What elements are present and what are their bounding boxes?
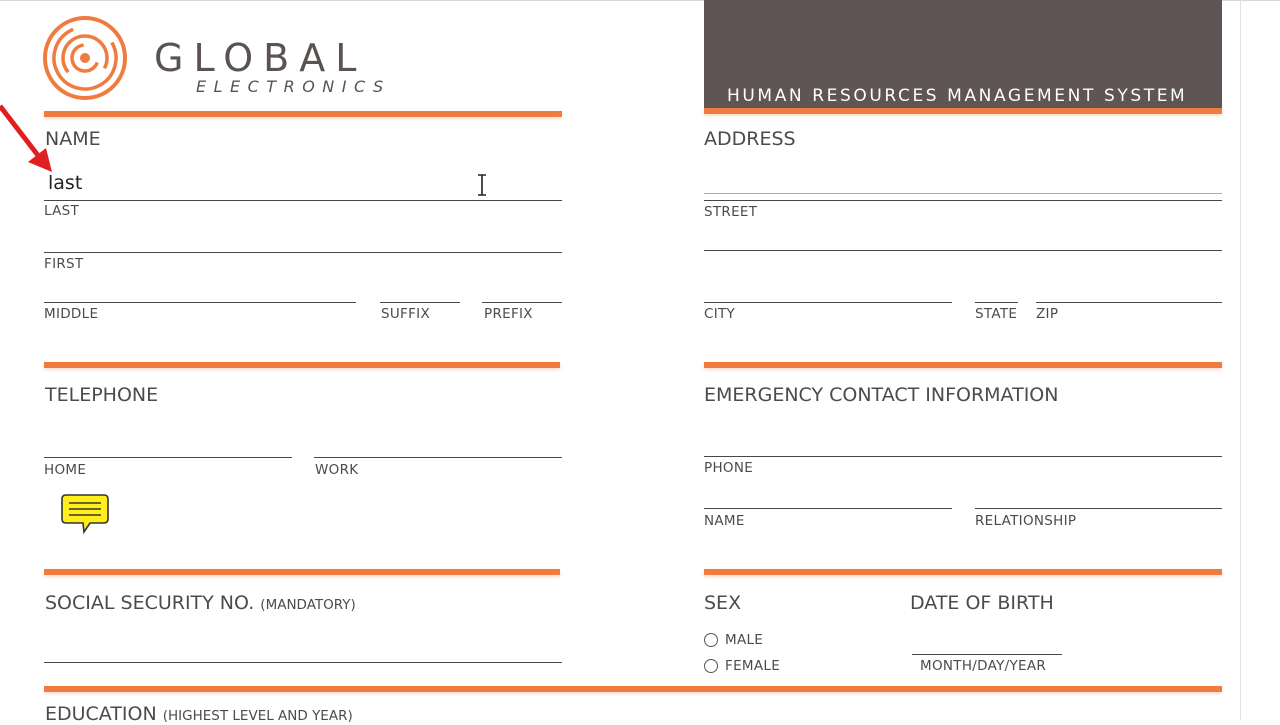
male-label: MALE (725, 632, 764, 648)
female-radio[interactable] (704, 659, 718, 673)
street-label: STREET (704, 204, 758, 220)
work-phone-label: WORK (315, 462, 359, 478)
city-field[interactable] (704, 302, 952, 303)
state-label: STATE (975, 306, 1018, 322)
ssn-heading (45, 592, 356, 614)
male-radio[interactable] (704, 633, 718, 647)
first-name-field[interactable] (44, 252, 562, 253)
section-divider (44, 569, 560, 575)
street-field-focus (704, 193, 1222, 194)
comment-note-icon[interactable] (60, 493, 110, 535)
logo-text-global: GLOBAL (154, 36, 367, 80)
street-field[interactable] (704, 200, 1222, 201)
address-heading: ADDRESS (704, 128, 796, 150)
page-right-border (1240, 0, 1241, 720)
last-name-underline (44, 200, 562, 201)
female-label: FEMALE (725, 658, 781, 674)
home-phone-label: HOME (44, 462, 87, 478)
street-line-2-field[interactable] (704, 250, 1222, 251)
middle-name-label: MIDDLE (44, 306, 99, 322)
education-heading-text: EDUCATION (45, 703, 157, 725)
emergency-heading: EMERGENCY CONTACT INFORMATION (704, 384, 1059, 406)
relationship-field[interactable] (975, 508, 1222, 509)
section-divider (44, 362, 560, 368)
last-name-label: LAST (44, 203, 80, 219)
suffix-label: SUFFIX (381, 306, 431, 322)
emergency-phone-field[interactable] (704, 456, 1222, 457)
middle-name-field[interactable] (44, 302, 356, 303)
section-divider (704, 569, 1222, 575)
suffix-field[interactable] (380, 302, 460, 303)
text-cursor-icon (477, 174, 487, 196)
education-heading (45, 703, 353, 725)
emergency-phone-label: PHONE (704, 460, 754, 476)
education-note: (HIGHEST LEVEL AND YEAR) (162, 708, 353, 724)
red-arrow-icon (0, 100, 60, 180)
section-divider (704, 108, 1222, 114)
zip-label: ZIP (1036, 306, 1059, 322)
section-divider (44, 111, 562, 117)
ssn-mandatory-note: (MANDATORY) (260, 597, 356, 613)
prefix-label: PREFIX (484, 306, 533, 322)
emergency-name-field[interactable] (704, 508, 952, 509)
telephone-heading: TELEPHONE (45, 384, 159, 406)
name-heading: NAME (45, 128, 101, 150)
section-divider (44, 686, 1222, 692)
dob-heading: DATE OF BIRTH (910, 592, 1054, 614)
sex-heading: SEX (704, 592, 742, 614)
logo-text-electronics: ELECTRONICS (196, 77, 391, 96)
state-field[interactable] (975, 302, 1018, 303)
ssn-heading-text: SOCIAL SECURITY NO. (45, 592, 255, 614)
work-phone-field[interactable] (314, 457, 562, 458)
prefix-field[interactable] (482, 302, 562, 303)
relationship-label: RELATIONSHIP (975, 513, 1077, 529)
logo-mark-icon (42, 15, 128, 101)
last-name-input[interactable] (48, 170, 468, 196)
zip-field[interactable] (1036, 302, 1222, 303)
dob-format-label: MONTH/DAY/YEAR (920, 658, 1047, 674)
city-label: CITY (704, 306, 736, 322)
home-phone-field[interactable] (44, 457, 292, 458)
first-name-label: FIRST (44, 256, 84, 272)
dob-field[interactable] (912, 654, 1062, 655)
banner-title: HUMAN RESOURCES MANAGEMENT SYSTEM (727, 86, 1188, 106)
emergency-name-label: NAME (704, 513, 745, 529)
ssn-field[interactable] (44, 662, 562, 663)
section-divider (704, 362, 1222, 368)
